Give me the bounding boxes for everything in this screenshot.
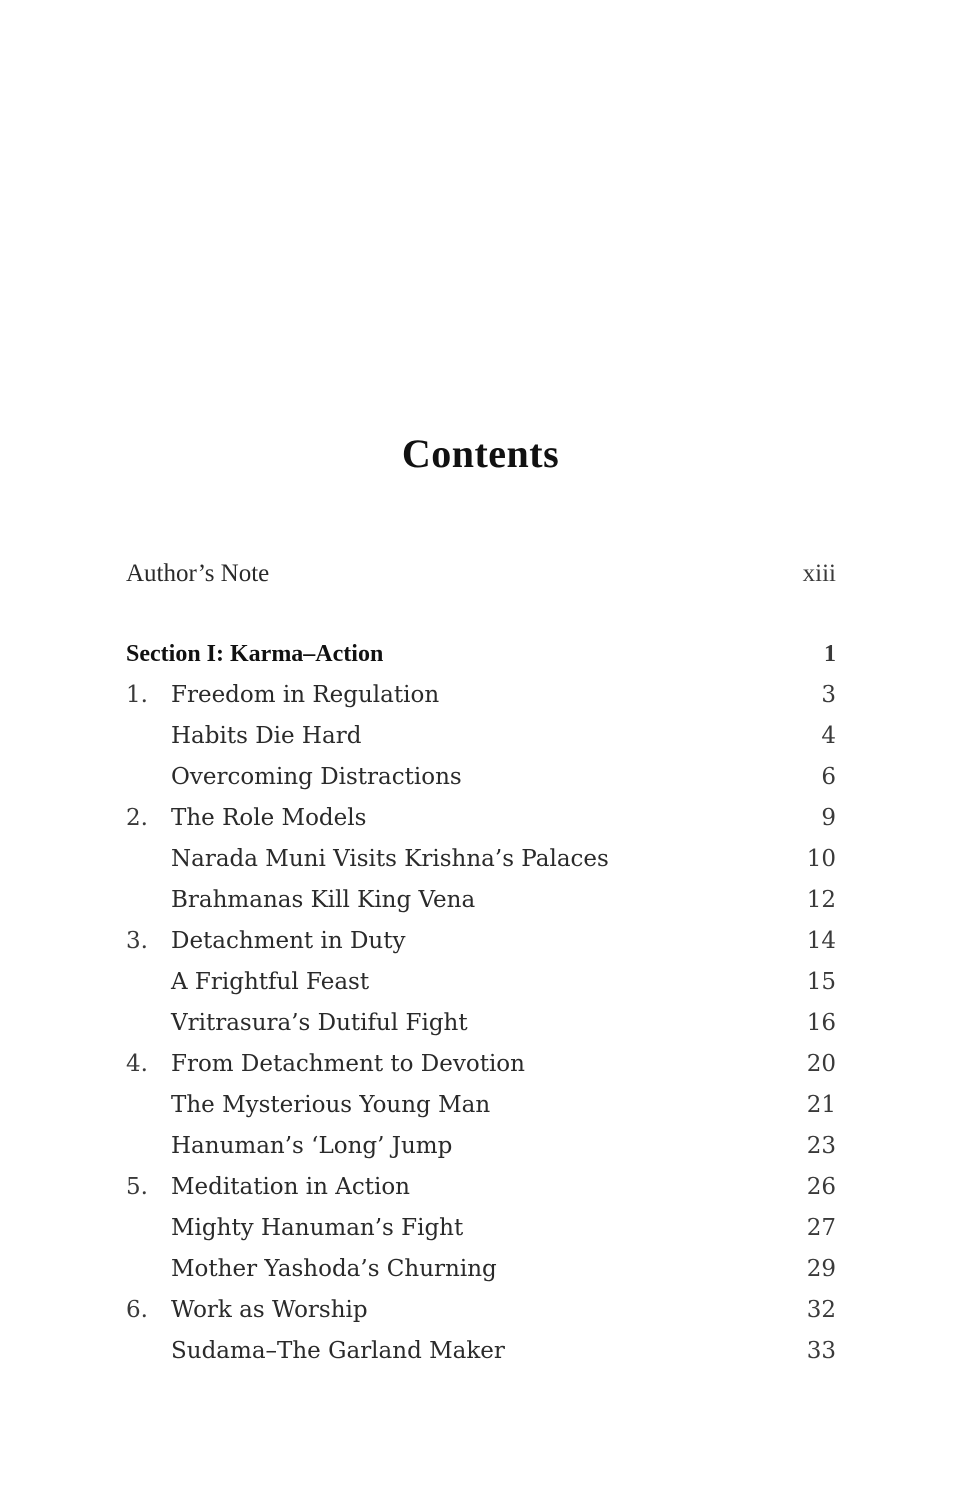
toc-entry-authors-note xyxy=(126,554,836,594)
toc-entry xyxy=(126,1003,836,1043)
toc-entry-number: 6. xyxy=(126,1297,148,1323)
toc-entry-label: Habits Die Hard xyxy=(171,723,362,749)
toc-entry-page: 4 xyxy=(821,723,836,749)
toc-entry-number: 5. xyxy=(126,1174,148,1200)
toc-entry-page: xiii xyxy=(802,560,836,587)
toc-entry xyxy=(126,1290,836,1330)
toc-entry-page: 33 xyxy=(806,1338,836,1364)
toc-section-label: Section I: Karma–Action xyxy=(126,641,384,667)
toc-entry-label: Meditation in Action xyxy=(171,1174,410,1200)
toc-entry-label: A Frightful Feast xyxy=(171,969,370,995)
toc-entry-page: 27 xyxy=(806,1215,836,1241)
toc-entry-label: Hanuman’s ‘Long’ Jump xyxy=(171,1133,453,1159)
toc-entry-label: Narada Muni Visits Krishna’s Palaces xyxy=(171,846,609,872)
toc-entry-label: Work as Worship xyxy=(171,1297,368,1323)
toc-entry xyxy=(126,1044,836,1084)
page-title: Contents xyxy=(401,431,560,476)
toc-entry-number: 4. xyxy=(126,1051,148,1077)
toc-entry xyxy=(126,675,836,715)
toc-section-page: 1 xyxy=(824,641,836,667)
toc-entry xyxy=(126,1331,836,1371)
toc-entry xyxy=(126,757,836,797)
toc-entry-page: 16 xyxy=(806,1010,836,1036)
toc-section-heading xyxy=(126,634,836,674)
toc-entry-page: 23 xyxy=(806,1133,836,1159)
toc-entry-page: 20 xyxy=(806,1051,836,1077)
toc-entry-label: Sudama–The Garland Maker xyxy=(171,1338,505,1364)
toc-entry xyxy=(126,921,836,961)
toc-entry xyxy=(126,1126,836,1166)
toc-entry-label: Detachment in Duty xyxy=(171,928,406,954)
toc-entry-page: 32 xyxy=(806,1297,836,1323)
toc-entry-label: Vritrasura’s Dutiful Fight xyxy=(171,1010,468,1036)
toc-entry-number: 1. xyxy=(126,682,148,708)
toc-entry-page: 10 xyxy=(806,846,836,872)
toc-entry-label: Mighty Hanuman’s Fight xyxy=(171,1215,464,1241)
toc-entry-label: Overcoming Distractions xyxy=(171,764,462,790)
toc-entry-page: 6 xyxy=(821,764,836,790)
toc-entry-page: 3 xyxy=(821,682,836,708)
toc-entry xyxy=(126,962,836,1002)
toc-entry-page: 21 xyxy=(806,1092,836,1118)
toc-entry-page: 26 xyxy=(806,1174,836,1200)
toc-entry-page: 15 xyxy=(806,969,836,995)
toc-entry-label: Mother Yashoda’s Churning xyxy=(171,1256,497,1282)
toc-entry-number: 2. xyxy=(126,805,148,831)
toc-entry-label: Freedom in Regulation xyxy=(171,682,440,708)
toc-entry-label: Author’s Note xyxy=(126,560,270,587)
toc-entry-page: 29 xyxy=(806,1256,836,1282)
toc-entry-page: 9 xyxy=(821,805,836,831)
toc-entry xyxy=(126,839,836,879)
toc-entry xyxy=(126,1208,836,1248)
toc-entry xyxy=(126,716,836,756)
toc-entry-page: 14 xyxy=(806,928,836,954)
toc-entry-label: From Detachment to Devotion xyxy=(171,1051,525,1077)
toc-entry xyxy=(126,1249,836,1289)
toc-entry xyxy=(126,798,836,838)
toc-entry-number: 3. xyxy=(126,928,148,954)
toc-entry-page: 12 xyxy=(806,887,836,913)
toc-entry-label: Brahmanas Kill King Vena xyxy=(171,887,476,913)
toc-entry xyxy=(126,1167,836,1207)
toc-entry-label: The Mysterious Young Man xyxy=(171,1092,491,1118)
toc-entry xyxy=(126,1085,836,1125)
toc-entry xyxy=(126,880,836,920)
toc-entry-label: The Role Models xyxy=(171,805,367,831)
